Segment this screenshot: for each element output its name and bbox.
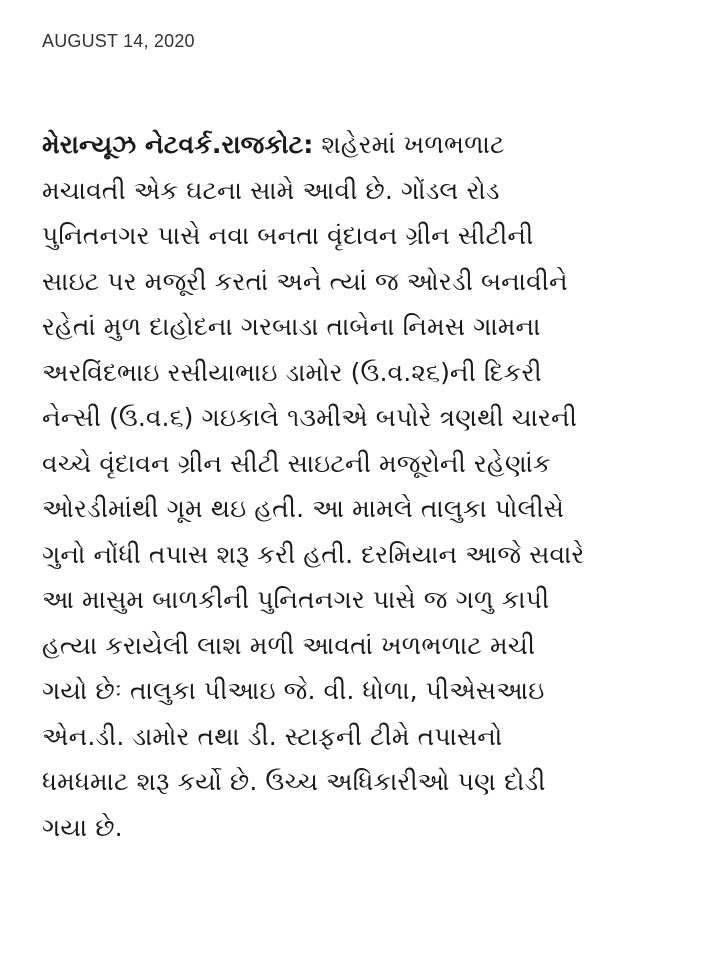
body-line: ધમધમાટ શરૂ કર્યો છે. ઉચ્ચ અધિકારીઓ પણ દોડી [42,767,546,796]
article-date: AUGUST 14, 2020 [42,31,195,51]
body-line: એન.ડી. ડામોર તથા ડી. સ્ટાફની ટીમે તપાસનો [42,721,503,751]
body-line: ગયો છેઃ તાલુકા પીઆઇ જે. વી. ધોળા, પીએસઆઇ [42,676,545,705]
body-line: આ માસુમ બાળકીની પુનિતનગર પાસે જ ગળુ કાપી [42,585,550,614]
body-line: રહેતાં મુળ દાહોદના ગરબાડા તાબેના નિમસ ગામના [42,312,541,341]
body-line: વચ્ચે વૃંદાવન ગ્રીન સીટી સાઇટની મજૂરોની રહેણાંક [42,448,551,478]
body-line: ગુનો નોંધી તપાસ શરૂ કરી હતી. દરમિયાન આજે સવારે [42,539,585,569]
dateline-lead: મેરાન્યૂઝ નેટવર્ક.રાજકોટ: [42,130,314,159]
body-line: અરવિંદભાઇ રસીયાભાઇ ડામોર (ઉ.વ.૨૬)ની દિકરી [42,357,542,387]
body-line-text: શહેરમાં ખળભળાટ [313,130,505,159]
body-line: હત્યા કરાયેલી લાશ મળી આવતાં ખળભળાટ મચી [42,630,536,660]
body-line: મચાવતી એક ઘટના સામે આવી છે. ગોંડલ રોડ [42,175,500,205]
body-line: ઓરડીમાંથી ગૂમ થઇ હતી. આ મામલે તાલુકા પોલીસે [42,494,565,523]
body-line: સાઇટ પર મજૂરી કરતાં અને ત્યાં જ ઓરડી બનાવીને [42,266,568,296]
body-line: પુનિતનગર પાસે નવા બનતા વૃંદાવન ગ્રીન સીટીની [42,221,534,250]
body-line: ગયા છે. [42,812,123,842]
body-line [42,122,694,168]
article-body [42,122,694,850]
body-line: નેન્સી (ઉ.વ.૬) ગઇકાલે ૧૩મીએ બપોરે ત્રણથી ચારની [42,403,577,432]
